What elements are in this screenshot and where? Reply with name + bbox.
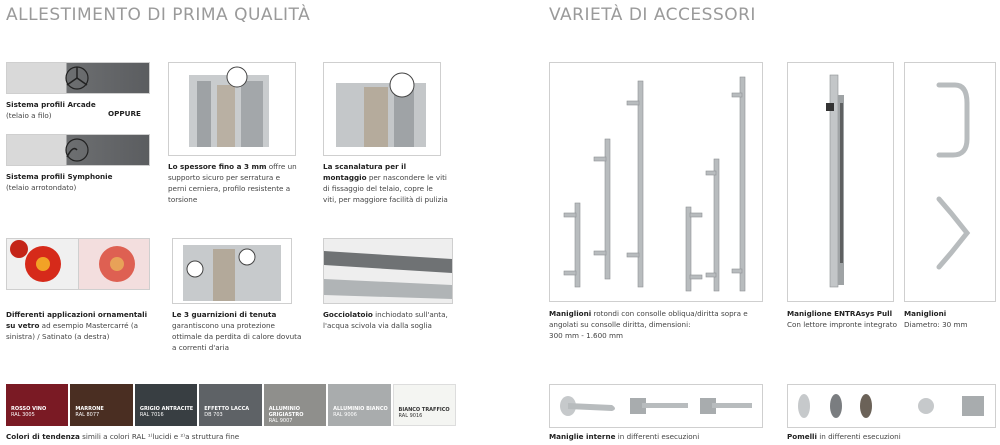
interior-handles-image (549, 384, 763, 428)
profile-thickness-image (168, 62, 296, 156)
entrasys-pull-image (787, 62, 894, 302)
entrasys-caption (787, 308, 897, 330)
handles-bars-image (549, 62, 763, 302)
knobs-image (787, 384, 996, 428)
left-heading: ALLESTIMENTO DI PRIMA QUALITÀ (6, 5, 311, 25)
maniglioni2-bold: Maniglioni (904, 309, 947, 318)
symphonie-sub: (telaio arrotondato) (6, 183, 77, 192)
colori-text: simili a colori RAL ¹⁾lucidi e ²⁾a struttura fine (79, 432, 240, 441)
maniglioni2-caption (904, 308, 996, 330)
mounting-groove-image (323, 62, 441, 156)
scanalatura-bold: La scanalatura per il montaggio (323, 162, 407, 182)
pomelli-caption (787, 431, 987, 442)
symphonie-caption (6, 171, 146, 193)
colori-caption (6, 431, 306, 442)
entrasys-text: Con lettore impronte integrato (787, 320, 897, 329)
seals-image (172, 238, 292, 304)
maniglie-bold: Maniglie interne (549, 432, 616, 441)
satin-glass-image-right (78, 238, 150, 290)
swatch-marrone: MARRONE RAL 8077 (70, 384, 132, 426)
applicazioni-bold: Differenti applicazioni ornamentali su vetro (6, 310, 148, 330)
oppure-label: OPPURE (108, 109, 141, 118)
guarnizioni-bold: Le 3 guarnizioni di tenuta (172, 310, 277, 319)
swatch-rosso-vino: ROSSO VINO RAL 3005 (6, 384, 68, 426)
swatch-grigio-antracite: GRIGIO ANTRACITE RAL 7016 (135, 384, 197, 426)
maniglioni-dims: 300 mm - 1.600 mm (549, 331, 624, 340)
round-handles-image (904, 62, 996, 302)
color-swatches (6, 384, 456, 426)
guarnizioni-caption (172, 309, 302, 353)
guarnizioni-text: garantiscono una protezione ottimale da perdita di calore dovuta a correnti d'aria (172, 321, 302, 352)
gocciolatoio-bold: Gocciolatoio (323, 310, 373, 319)
spessore-caption (168, 161, 298, 205)
arcade-profile-image (6, 62, 150, 94)
maniglie-caption (549, 431, 749, 442)
swatch-alluminio-grigiastro: ALLUMINIO GRIGIASTRO RAL 9007 (264, 384, 326, 426)
scanalatura-text: per nascondere le viti di fissaggio del telaio, copre le viti, per maggiore facilità di pulizia (323, 173, 448, 204)
spessore-bold: Lo spessore fino a 3 mm (168, 162, 267, 171)
drip-edge-image (323, 238, 453, 304)
maniglioni-text: rotondi con consolle obliqua/diritta sopra e angolati su consolle diritta, dimensioni: (549, 309, 748, 329)
pomelli-bold: Pomelli (787, 432, 817, 441)
scanalatura-caption (323, 161, 448, 205)
symphonie-profile-image (6, 134, 150, 166)
swatch-alluminio-bianco: ALLUMINIO BIANCO RAL 9006 (328, 384, 390, 426)
maniglie-text: in differenti esecuzioni (615, 432, 700, 441)
maniglioni-bold: Maniglioni (549, 309, 592, 318)
entrasys-bold: Maniglione ENTRAsys Pull (787, 309, 893, 318)
right-heading: VARIETÀ DI ACCESSORI (549, 5, 756, 25)
pomelli-text: in differenti esecuzioni (816, 432, 901, 441)
applicazioni-text: ad esempio Mastercarré (a sinistra) / Satinato (a destra) (6, 321, 139, 341)
arcade-sub: (telaio a filo) (6, 111, 52, 120)
maniglioni2-text: Diametro: 30 mm (904, 320, 968, 329)
symphonie-title: Sistema profili Symphonie (6, 172, 113, 181)
arcade-title: Sistema profili Arcade (6, 100, 96, 109)
gocciolatoio-caption (323, 309, 453, 331)
ornamental-glass-image-left (6, 238, 79, 290)
swatch-bianco-traffico: BIANCO TRAFFICO RAL 9016 (393, 384, 456, 426)
applicazioni-caption (6, 309, 152, 342)
maniglioni-caption (549, 308, 749, 341)
gocciolatoio-text: inchiodato sull'anta, l'acqua scivola via dalla soglia (323, 310, 448, 330)
swatch-effetto-lacca: EFFETTO LACCA DB 703 (199, 384, 261, 426)
spessore-text: offre un supporto sicuro per serratura e perni cerniera, profilo resistente a torsione (168, 162, 297, 204)
colori-bold: Colori di tendenza (6, 432, 80, 441)
